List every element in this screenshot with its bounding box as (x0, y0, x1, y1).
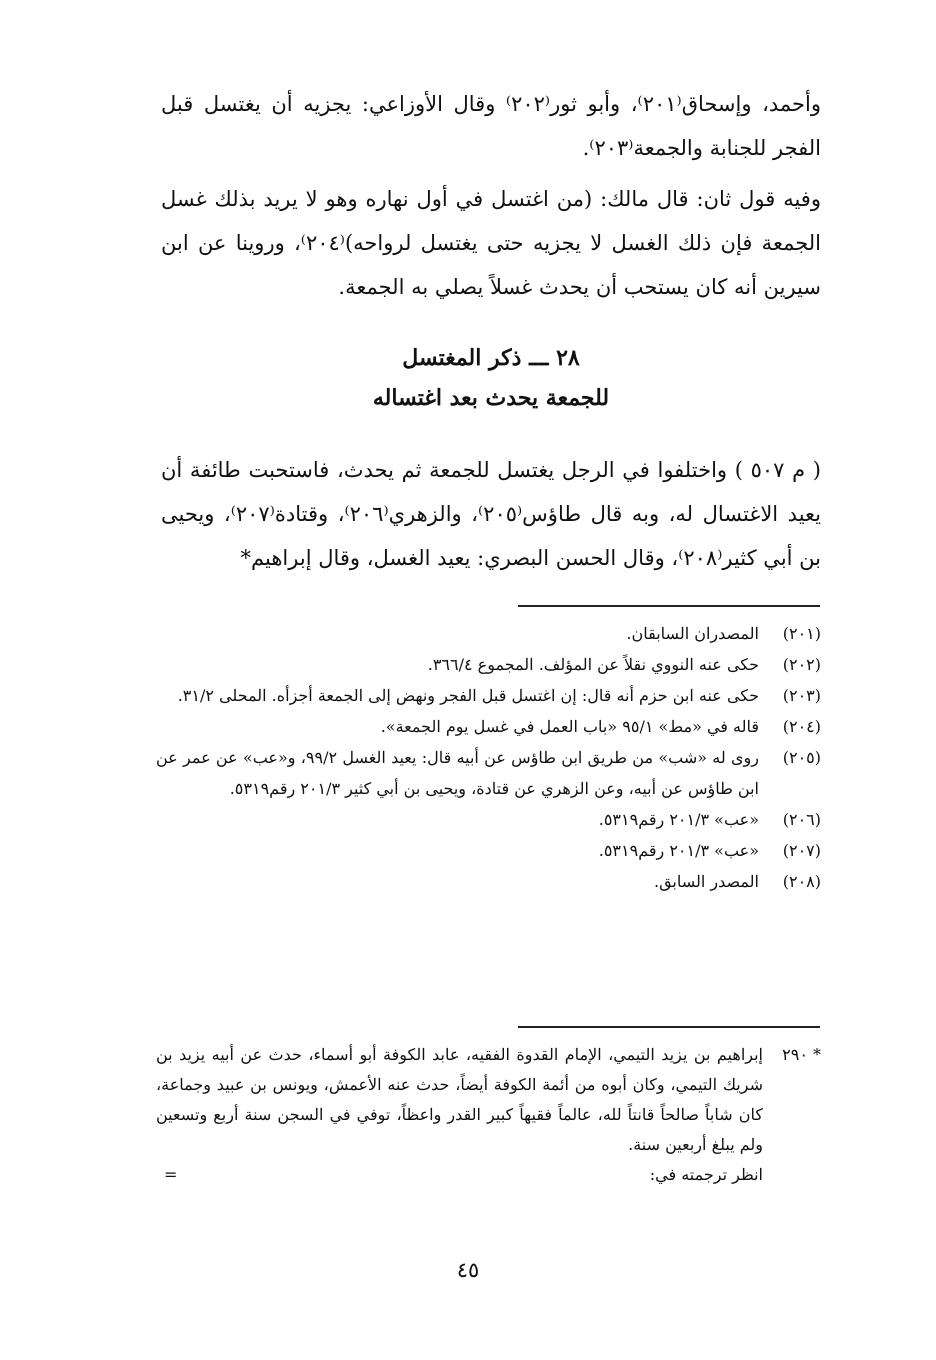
footnote-number: (٢٠٢) (782, 655, 821, 674)
heading-line-1: ٢٨ ـــ ذكر المغتسل (402, 345, 580, 371)
footnote-text: المصدران السابقان. (626, 624, 759, 643)
footnote-item (156, 804, 821, 835)
footnote-text: حكى عنه ابن حزم أنه قال: إن اغتسل قبل الفجر ونهض إلى الجمعة أجزأه. المحلى ٣١/٢. (177, 686, 759, 705)
footnote-item (156, 835, 821, 866)
footnote-item (156, 742, 821, 804)
footnote-number: (٢٠٨) (782, 872, 821, 891)
main-paragraph-3 (161, 448, 821, 580)
biography-note (156, 1040, 821, 1190)
footnote-number: (٢٠٦) (782, 810, 821, 829)
paragraph-text: وفيه قول ثان: قال مالك: (من اغتسل في أول نهاره وهو لا يريد بذلك غسل الجمعة فإن ذلك الغسل لا يجزيه حتى يغتسل لرواحه)⁽٢٠٤⁾، وروينا عن ابن سيرين أنه كان يستحب أن يحدث غسلاً يصلي به الجمعة. (161, 187, 822, 299)
footnote-text: «عب» ٢٠١/٣ رقم٥٣١٩. (598, 810, 759, 829)
footnote-number: (٢٠٥) (782, 748, 821, 767)
main-paragraph-1 (161, 82, 821, 170)
biography-reference (156, 1160, 821, 1190)
footnote-text: المصدر السابق. (653, 872, 759, 891)
footnote-text: «عب» ٢٠١/٣ رقم٥٣١٩. (598, 841, 759, 860)
footnotes-list (156, 618, 821, 897)
footnote-number: (٢٠١) (782, 624, 821, 643)
page-number: ٤٥ (456, 1258, 480, 1282)
footnote-item (156, 680, 821, 711)
heading-line-2: للجمعة يحدث بعد اغتساله (372, 385, 610, 411)
footnote-divider (518, 605, 820, 607)
paragraph-text: ( م ٥٠٧ ) واختلفوا في الرجل يغتسل للجمعة ثم يحدث، فاستحبت طائفة أن يعيد الاغتسال له، وبه قال طاؤس⁽٢٠٥⁾، والزهري⁽٢٠٦⁾، وقتادة⁽٢٠٧⁾، ويحيى بن أبي كثير⁽٢٠٨⁾، وقال الحسن البصري: يعيد الغسل، وقال إبراهيم* (161, 458, 822, 570)
footnote-number: (٢٠٧) (782, 841, 821, 860)
footnote-text: قاله في «مط» ٩٥/١ «باب العمل في غسل يوم الجمعة». (380, 717, 759, 736)
biography-text: إبراهيم بن يزيد التيمي، الإمام القدوة الفقيه، عابد الكوفة أبو أسماء، حدث عن أبيه يزيد بن شريك التيمي، وكان أبوه من أئمة الكوفة أيضاً، حدث عنه الأعمش، ويونس بن عبيد وجماعة، كان شاباً صالحاً قانتاً لله، عالماً فقيهاً كبير القدر واعظاً، توفي في السجن سنة أربع وتسعين ولم يبلغ أربعين سنة. (156, 1045, 763, 1154)
biography-divider (518, 1026, 820, 1028)
see-reference-text: انظر ترجمته في: (649, 1165, 763, 1184)
footnote-item (156, 649, 821, 680)
footnote-number: (٢٠٤) (782, 717, 821, 736)
footnote-text: حكى عنه النووي نقلاً عن المؤلف. المجموع ٣٦٦/٤. (427, 655, 759, 674)
footnote-number: (٢٠٣) (782, 686, 821, 705)
footnote-item (156, 866, 821, 897)
footnote-text: روى له «شب» من طريق ابن طاؤس عن أبيه قال: يعيد الغسل ٩٩/٢، و«عب» عن عمر عن ابن طاؤس عن أبيه، وعن الزهري عن قتادة، ويحيى بن أبي كثير ٢٠١/٣ رقم٥٣١٩. (156, 748, 759, 798)
section-heading (161, 338, 821, 418)
paragraph-text: وأحمد، وإسحاق⁽٢٠١⁾، وأبو ثور⁽٢٠٢⁾ وقال الأوزاعي: يجزيه أن يغتسل قبل الفجر للجنابة والجمعة⁽٢٠٣⁾. (161, 92, 821, 160)
footnote-item (156, 618, 821, 649)
biography-entry (156, 1040, 821, 1160)
main-paragraph-2 (161, 177, 821, 309)
footnote-item (156, 711, 821, 742)
biography-number: * ٢٩٠ (782, 1045, 821, 1064)
continuation-mark: = (164, 1165, 178, 1184)
